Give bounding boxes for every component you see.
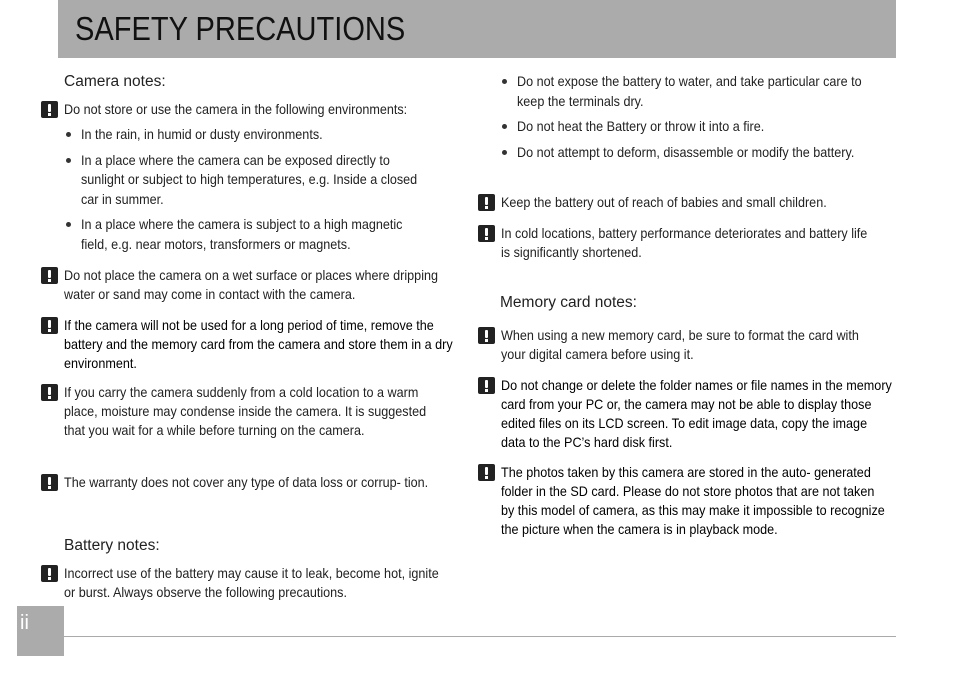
list-item-text: In a place where the camera is subject to a high magnetic field, e.g. near motors, transformers or magnets.	[81, 216, 403, 252]
warning-text: When using a new memory card, be sure to format the card with your digital camera before using it.	[501, 327, 859, 362]
warning-icon	[478, 327, 495, 344]
warning-item	[41, 383, 474, 440]
warning-text: Incorrect use of the battery may cause it to leak, become hot, ignite or burst. Always observe the following precautions.	[64, 565, 439, 600]
warning-text: If the camera will not be used for a long period of time, remove the battery and the memory card from the camera and store them in a dry environment.	[64, 317, 453, 371]
warning-icon	[478, 464, 495, 481]
footer-divider	[64, 636, 896, 637]
warning-item	[41, 266, 494, 304]
warning-text: If you carry the camera suddenly from a cold location to a warm place, moisture may condense inside the camera. It is suggested that you wait for a while before turning on the camera.	[64, 384, 427, 438]
list-item	[64, 125, 471, 145]
warning-icon	[478, 194, 495, 211]
list-item-text: Do not attempt to deform, disassemble or modify the battery.	[517, 143, 855, 160]
warning-text: Do not change or delete the folder names or file names in the memory card from your PC or, the camera may not be able to display those edited files on its LCD screen. To edit image data, copy the image data to the PC’s hard disk first.	[501, 377, 892, 450]
list-item-text: In a place where the camera can be exposed directly to sunlight or subject to high temperatures, e.g. Inside a closed car in summer.	[81, 151, 418, 207]
warning-item	[478, 463, 931, 539]
warning-icon	[41, 101, 58, 118]
list-item	[64, 151, 471, 210]
warning-item	[41, 316, 504, 373]
warning-icon	[478, 225, 495, 242]
list-item-text: Do not heat the Battery or throw it into a fire.	[517, 118, 765, 134]
warning-item	[478, 224, 911, 262]
list-item	[500, 143, 917, 163]
warning-text: Do not place the camera on a wet surface or places where dripping water or sand may come in contact with the camera.	[64, 267, 439, 302]
page-title: SAFETY PRECAUTIONS	[75, 10, 406, 47]
memory-card-notes-heading: Memory card notes:	[500, 294, 637, 311]
battery-notes-heading: Battery notes:	[64, 537, 160, 554]
warning-icon	[41, 317, 58, 334]
warning-text: The warranty does not cover any type of data loss or corrup- tion.	[64, 474, 429, 490]
warning-text: Do not store or use the camera in the following environments:	[64, 101, 408, 117]
title-bar	[58, 0, 896, 58]
camera-notes-heading: Camera notes:	[64, 73, 166, 90]
warning-icon	[478, 377, 495, 394]
warning-text: Keep the battery out of reach of babies and small children.	[501, 194, 827, 210]
warning-icon	[41, 565, 58, 582]
list-item	[500, 117, 917, 137]
environment-list	[64, 125, 471, 260]
list-item	[64, 215, 471, 254]
warning-item	[478, 326, 921, 364]
warning-item	[478, 376, 937, 452]
page-number: ii	[20, 612, 29, 634]
warning-icon	[41, 384, 58, 401]
list-item-text: Do not expose the battery to water, and take particular care to keep the terminals dry.	[517, 73, 862, 109]
warning-item	[41, 564, 484, 602]
warning-text: In cold locations, battery performance deteriorates and battery life is significantly shortened.	[501, 225, 868, 260]
list-item	[500, 72, 917, 111]
list-item-text: In the rain, in humid or dusty environments.	[81, 126, 323, 142]
warning-icon	[41, 267, 58, 284]
warning-item	[41, 100, 497, 119]
warning-item	[478, 193, 941, 212]
warning-text: The photos taken by this camera are stored in the auto- generated folder in the SD card. Please do not store photos that are not taken by this model of camera, as this may make it impossible to recognize the picture when the camera is in playback mode.	[501, 464, 885, 537]
warning-icon	[41, 474, 58, 491]
battery-list	[500, 72, 917, 168]
warning-item	[41, 473, 494, 492]
